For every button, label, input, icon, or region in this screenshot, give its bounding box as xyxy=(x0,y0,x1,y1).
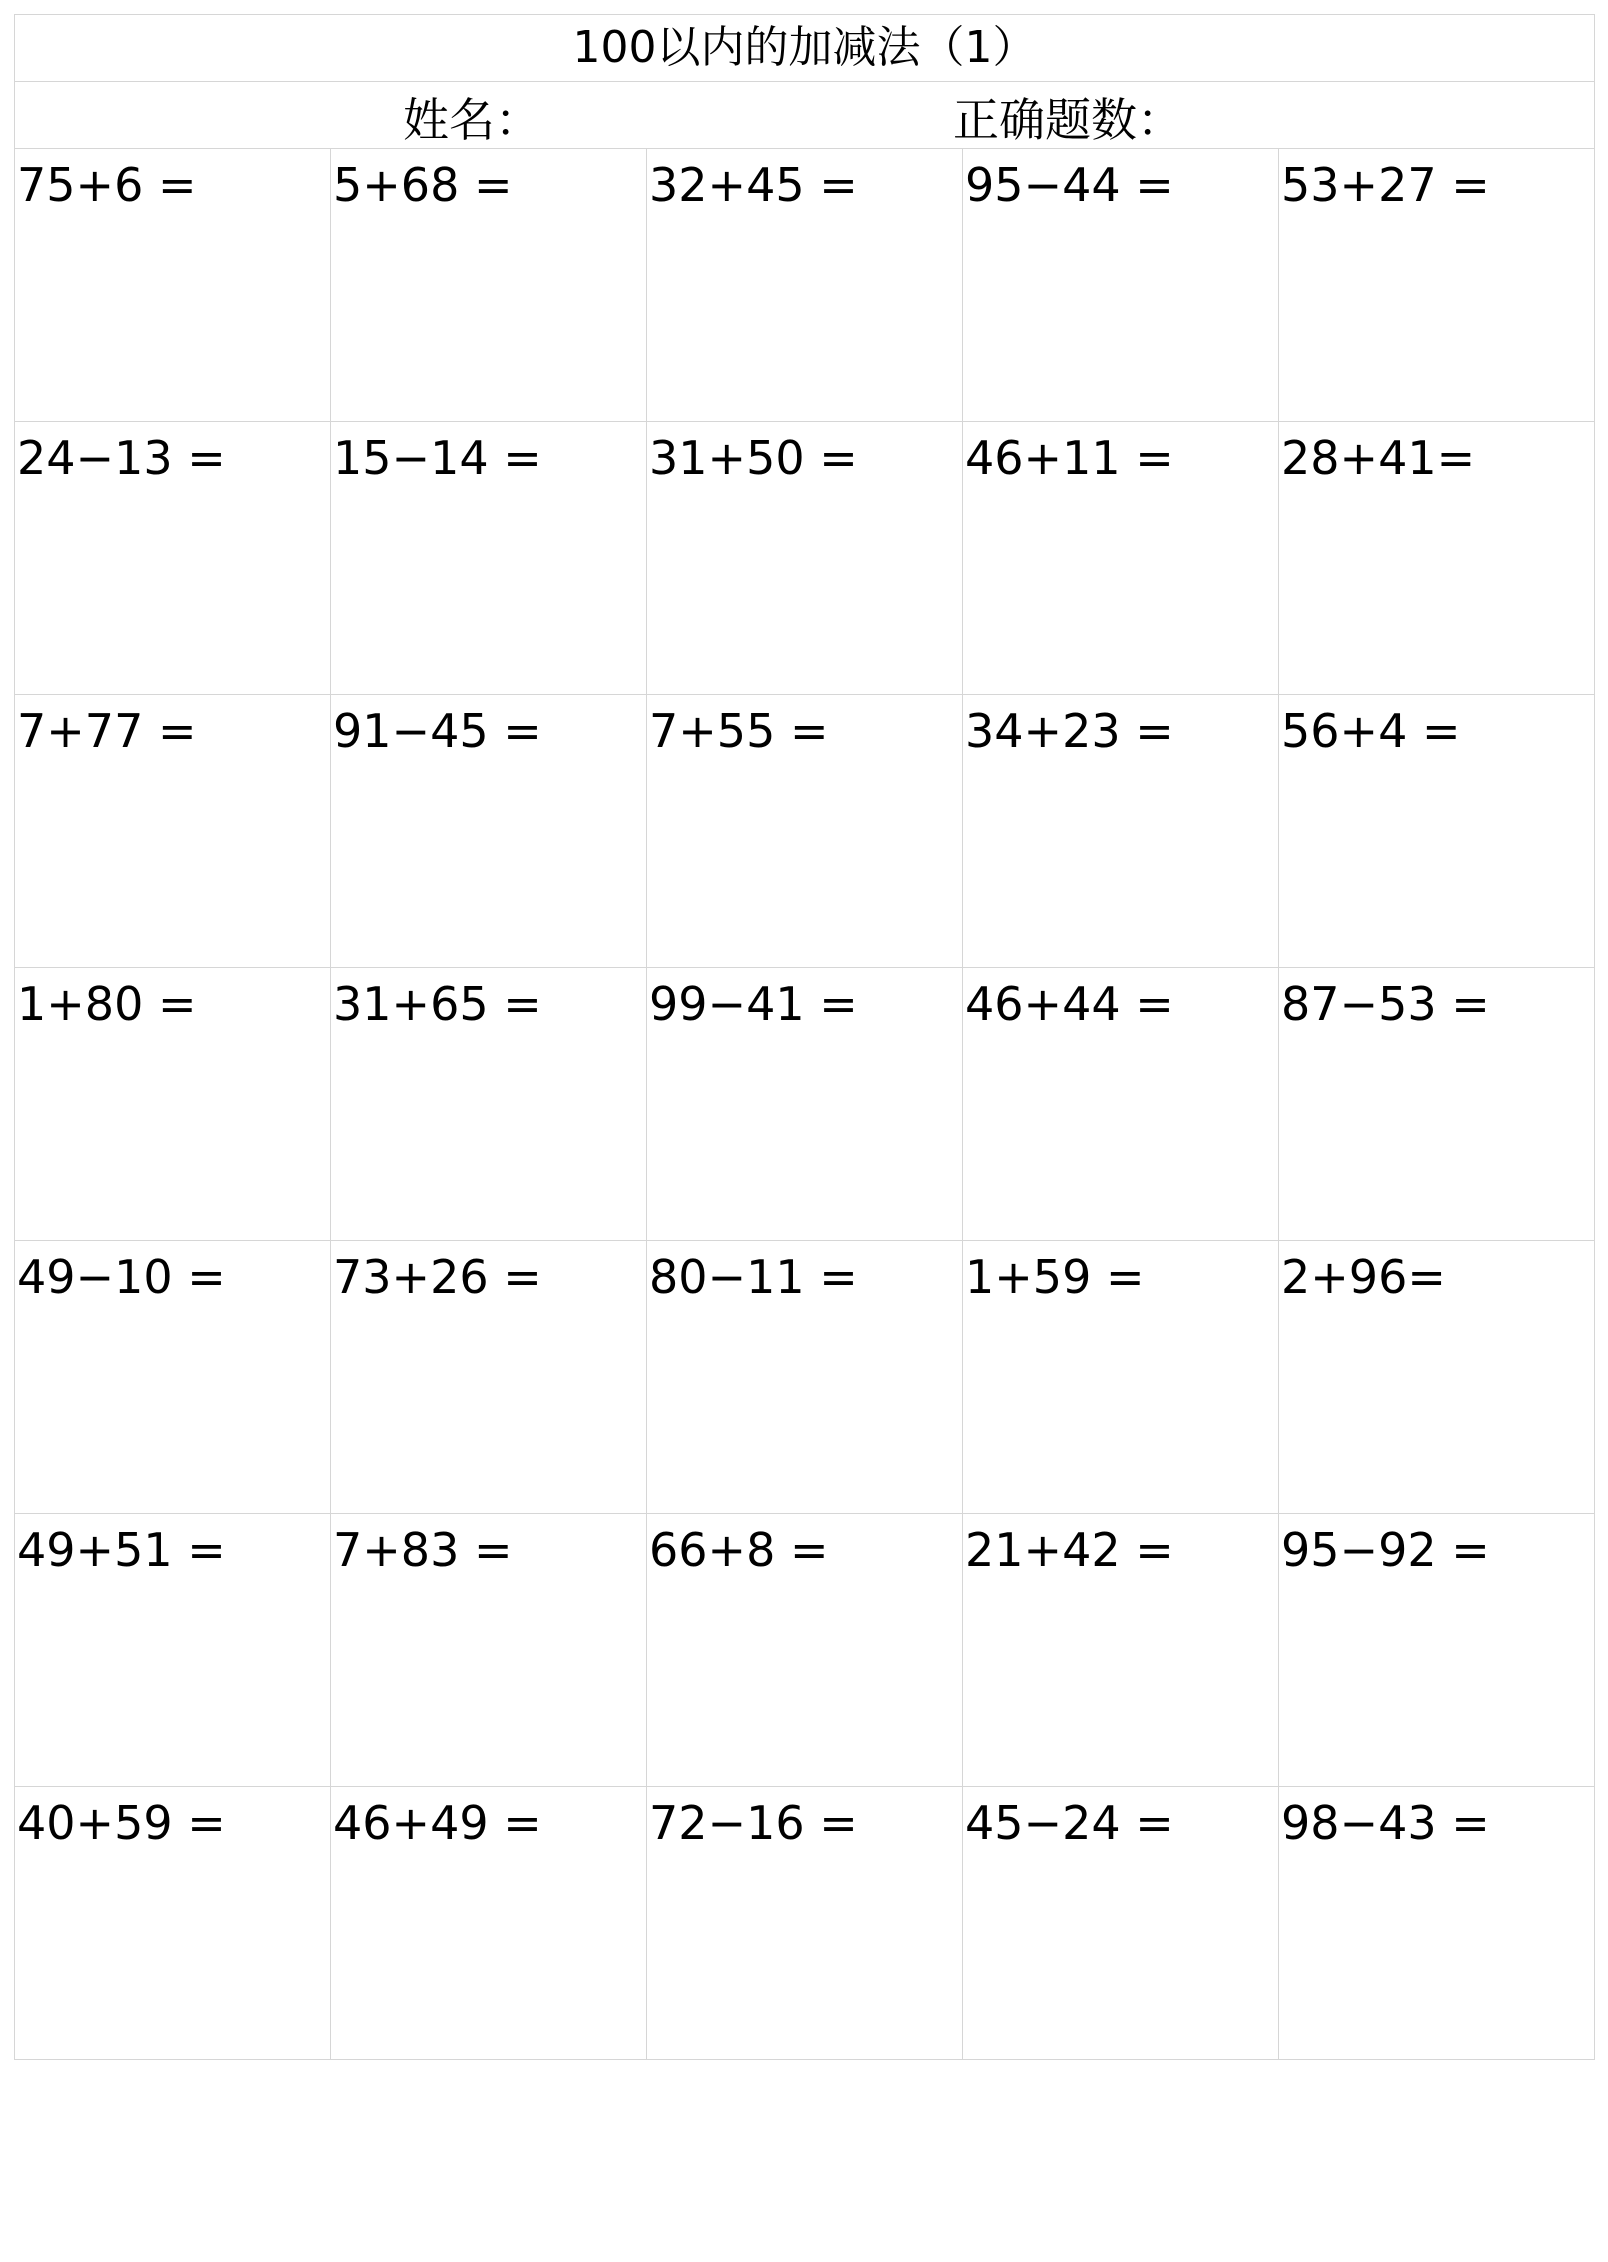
worksheet-table xyxy=(14,14,1595,2060)
problem-text: 1+59 = xyxy=(965,1250,1145,1304)
problem-row xyxy=(15,422,1595,695)
problem-cell[interactable] xyxy=(963,695,1279,968)
problem-cell[interactable] xyxy=(331,968,647,1241)
problem-cell[interactable] xyxy=(647,149,963,422)
student-info xyxy=(15,82,1595,149)
problem-text: 49−10 = xyxy=(17,1250,226,1304)
problem-row xyxy=(15,1514,1595,1787)
problem-text: 7+83 = xyxy=(333,1523,513,1577)
problem-text: 56+4 = xyxy=(1281,704,1461,758)
problem-text: 34+23 = xyxy=(965,704,1174,758)
problem-cell[interactable] xyxy=(963,149,1279,422)
problem-text: 91−45 = xyxy=(333,704,542,758)
name-label: 姓名： xyxy=(403,93,541,147)
problem-cell[interactable] xyxy=(1279,422,1595,695)
problem-cell[interactable] xyxy=(647,1241,963,1514)
problem-text: 73+26 = xyxy=(333,1250,542,1304)
problem-text: 31+50 = xyxy=(649,431,858,485)
problem-cell[interactable] xyxy=(647,1514,963,1787)
problem-text: 40+59 = xyxy=(17,1796,226,1850)
problem-cell[interactable] xyxy=(1279,149,1595,422)
problem-text: 7+77 = xyxy=(17,704,197,758)
problem-cell[interactable] xyxy=(15,1241,331,1514)
problem-cell[interactable] xyxy=(15,149,331,422)
problem-cell[interactable] xyxy=(331,1514,647,1787)
problem-row xyxy=(15,695,1595,968)
problem-cell[interactable] xyxy=(647,968,963,1241)
problem-cell[interactable] xyxy=(647,695,963,968)
problem-text: 46+44 = xyxy=(965,977,1174,1031)
problem-text: 24−13 = xyxy=(17,431,226,485)
problem-text: 66+8 = xyxy=(649,1523,829,1577)
problem-cell[interactable] xyxy=(331,695,647,968)
problem-text: 28+41= xyxy=(1281,431,1476,485)
problem-cell[interactable] xyxy=(647,1787,963,2060)
problem-text: 31+65 = xyxy=(333,977,542,1031)
problem-text: 46+11 = xyxy=(965,431,1174,485)
problem-row xyxy=(15,1787,1595,2060)
problem-row xyxy=(15,968,1595,1241)
problem-text: 80−11 = xyxy=(649,1250,858,1304)
problem-cell[interactable] xyxy=(647,422,963,695)
problem-text: 45−24 = xyxy=(965,1796,1174,1850)
problem-text: 32+45 = xyxy=(649,158,858,212)
problem-text: 15−14 = xyxy=(333,431,542,485)
problem-text: 5+68 = xyxy=(333,158,513,212)
problem-cell[interactable] xyxy=(963,1514,1279,1787)
problem-row xyxy=(15,149,1595,422)
problem-cell[interactable] xyxy=(963,1241,1279,1514)
problem-cell[interactable] xyxy=(963,968,1279,1241)
problem-text: 98−43 = xyxy=(1281,1796,1490,1850)
problem-cell[interactable] xyxy=(331,149,647,422)
problem-text: 1+80 = xyxy=(17,977,197,1031)
problem-text: 87−53 = xyxy=(1281,977,1490,1031)
problem-text: 72−16 = xyxy=(649,1796,858,1850)
problem-cell[interactable] xyxy=(15,1514,331,1787)
problem-text: 7+55 = xyxy=(649,704,829,758)
problem-cell[interactable] xyxy=(1279,968,1595,1241)
problem-cell[interactable] xyxy=(331,1241,647,1514)
problem-cell[interactable] xyxy=(15,695,331,968)
problem-cell[interactable] xyxy=(963,422,1279,695)
problem-cell[interactable] xyxy=(15,422,331,695)
problem-cell[interactable] xyxy=(15,968,331,1241)
problem-text: 75+6 = xyxy=(17,158,197,212)
problem-cell[interactable] xyxy=(331,422,647,695)
problem-text: 99−41 = xyxy=(649,977,858,1031)
problem-cell[interactable] xyxy=(1279,1514,1595,1787)
problem-cell[interactable] xyxy=(1279,1787,1595,2060)
problem-text: 21+42 = xyxy=(965,1523,1174,1577)
correct-count-label: 正确题数： xyxy=(953,93,1183,147)
problem-text: 49+51 = xyxy=(17,1523,226,1577)
problem-text: 95−44 = xyxy=(965,158,1174,212)
problem-row xyxy=(15,1241,1595,1514)
title-row xyxy=(15,15,1595,82)
worksheet-title-text: 100以内的加减法（1） xyxy=(572,22,1037,73)
problem-text: 2+96= xyxy=(1281,1250,1446,1304)
problem-cell[interactable] xyxy=(15,1787,331,2060)
problem-cell[interactable] xyxy=(1279,1241,1595,1514)
problem-text: 53+27 = xyxy=(1281,158,1490,212)
problem-cell[interactable] xyxy=(963,1787,1279,2060)
problem-cell[interactable] xyxy=(331,1787,647,2060)
problem-cell[interactable] xyxy=(1279,695,1595,968)
problem-text: 46+49 = xyxy=(333,1796,542,1850)
info-row xyxy=(15,82,1595,149)
worksheet-title xyxy=(15,15,1595,82)
problem-text: 95−92 = xyxy=(1281,1523,1490,1577)
